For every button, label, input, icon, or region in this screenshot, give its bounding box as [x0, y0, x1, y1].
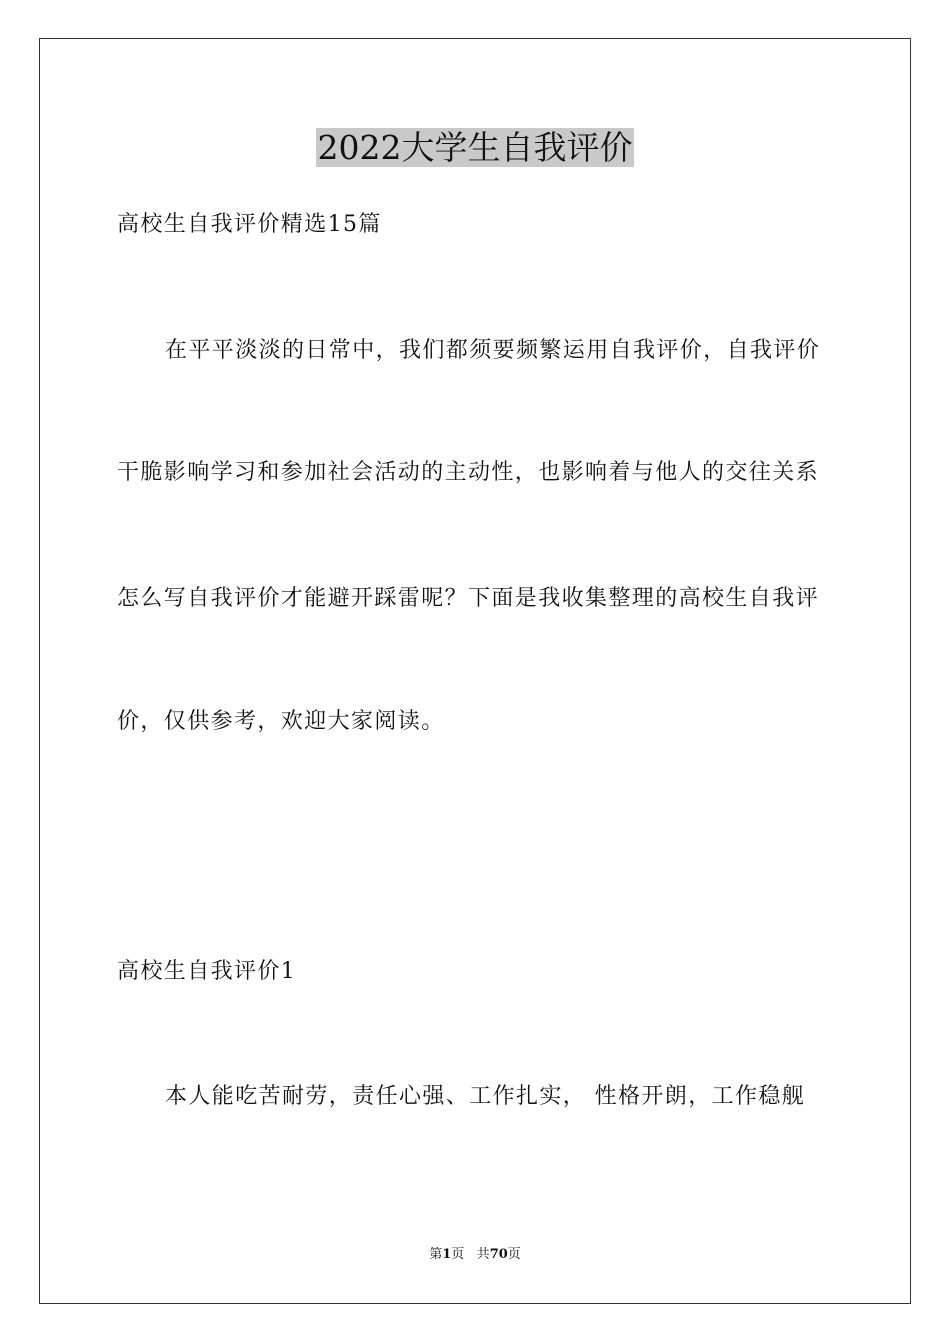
- footer-total-pages: 70: [489, 1247, 508, 1262]
- section-first-line: 本人能吃苦耐劳，责任心强、工作扎实， 性格开朗，工作稳舰: [165, 1084, 806, 1109]
- footer-page-suffix: 页: [451, 1247, 465, 1262]
- document-subtitle: 高校生自我评价精选15篇: [117, 212, 382, 237]
- document-title-text: 2022大学生自我评价: [317, 128, 633, 167]
- intro-line-3: 怎么写自我评价才能避开踩雷呢？下面是我收集整理的高校生自我评: [117, 586, 820, 611]
- footer-page-prefix: 第: [429, 1247, 443, 1262]
- footer-total-suffix: 页: [507, 1247, 521, 1262]
- intro-line-2: 干脆影响学习和参加社会活动的主动性，也影响着与他人的交往关系: [117, 460, 820, 485]
- page-footer: [0, 1246, 950, 1264]
- section-heading: 高校生自我评价1: [117, 959, 297, 984]
- footer-page-number: 1: [442, 1247, 452, 1262]
- footer-total-prefix: 共: [476, 1247, 490, 1262]
- intro-line-4: 价，仅供参考，欢迎大家阅读。: [117, 709, 445, 734]
- intro-line-1: 在平平淡淡的日常中，我们都须要频繁运用自我评价，自我评价: [165, 338, 821, 363]
- document-title: [0, 126, 950, 170]
